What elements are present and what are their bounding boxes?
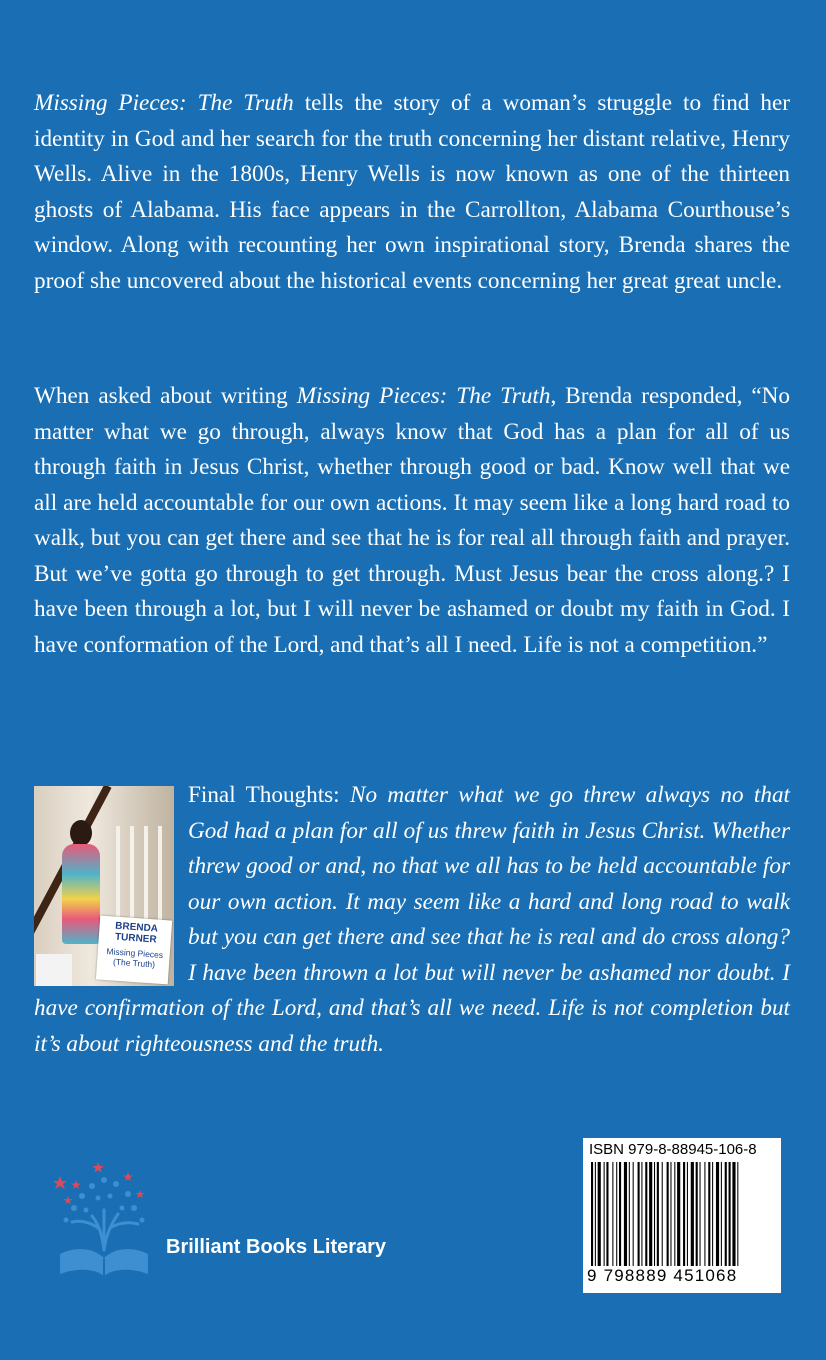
barcode-bars: [589, 1162, 775, 1266]
book-tree-icon: [40, 1150, 150, 1280]
author-photo: [34, 786, 174, 986]
final-thoughts-text: No matter what we go threw always no that God had a plan for all of us threw faith in Jesus Christ. Whether threw good or and, no that we all has to be held accountable for our own action. It may seem like a hard and long road to walk but you can get there and see that he is real and do cross along? I have been thrown a lot but will never be ashamed nor doubt. I have confirmation of the Lord, and that’s all we need. Life is not completion but it’s about righteousness and the truth.: [34, 782, 790, 1057]
barcode-digits: 9 798889 451068: [587, 1266, 738, 1285]
quote-text: , Brenda responded, “No matter what we go through, always know that God has a plan for all of us through faith in Jesus Christ, whether through good or bad. Know well that we all are held accountable for our own actions. It may seem like a long hard road to walk, but you can get there and see that he is for real all through faith and prayer. But we’ve gotta go through to get through. Must Jesus bear the cross along.? I have been through a lot, but I will never be ashamed or doubt my faith in God. I have conformation of the Lord, and that’s all I need. Life is not a competition.”: [34, 383, 791, 658]
sign-author-name: BRENDA TURNER: [114, 920, 159, 946]
final-thoughts-section: [34, 778, 790, 1062]
quote-paragraph: [34, 379, 790, 663]
isbn-barcode: [583, 1138, 781, 1293]
book-sign: [96, 916, 172, 985]
book-title-italic-2: Missing Pieces: The Truth: [296, 383, 551, 409]
sign-book-title: Missing Pieces (The Truth): [106, 946, 164, 970]
publisher-block: [40, 1150, 460, 1290]
isbn-label: ISBN 979-8-88945-106-8: [589, 1141, 757, 1158]
description-text: tells the story of a woman’s struggle to find her identity in God and her search for the truth concerning her distant relative, Henry Wells. Alive in the 1800s, Henry Wells is now known as one of the thirteen ghosts of Alabama. His face appears in the Carrollton, Alabama Courthouse’s window. Along with recounting her own inspirational story, Brenda shares the proof she uncovered about the historical events concerning her great great uncle.: [34, 90, 791, 294]
final-thoughts-label: Final Thoughts:: [188, 782, 350, 808]
description-paragraph: [34, 86, 790, 299]
book-title-italic: Missing Pieces: The Truth: [34, 90, 294, 116]
quote-lead: When asked about writing: [34, 383, 297, 409]
publisher-name: Brilliant Books Literary: [166, 1236, 387, 1258]
